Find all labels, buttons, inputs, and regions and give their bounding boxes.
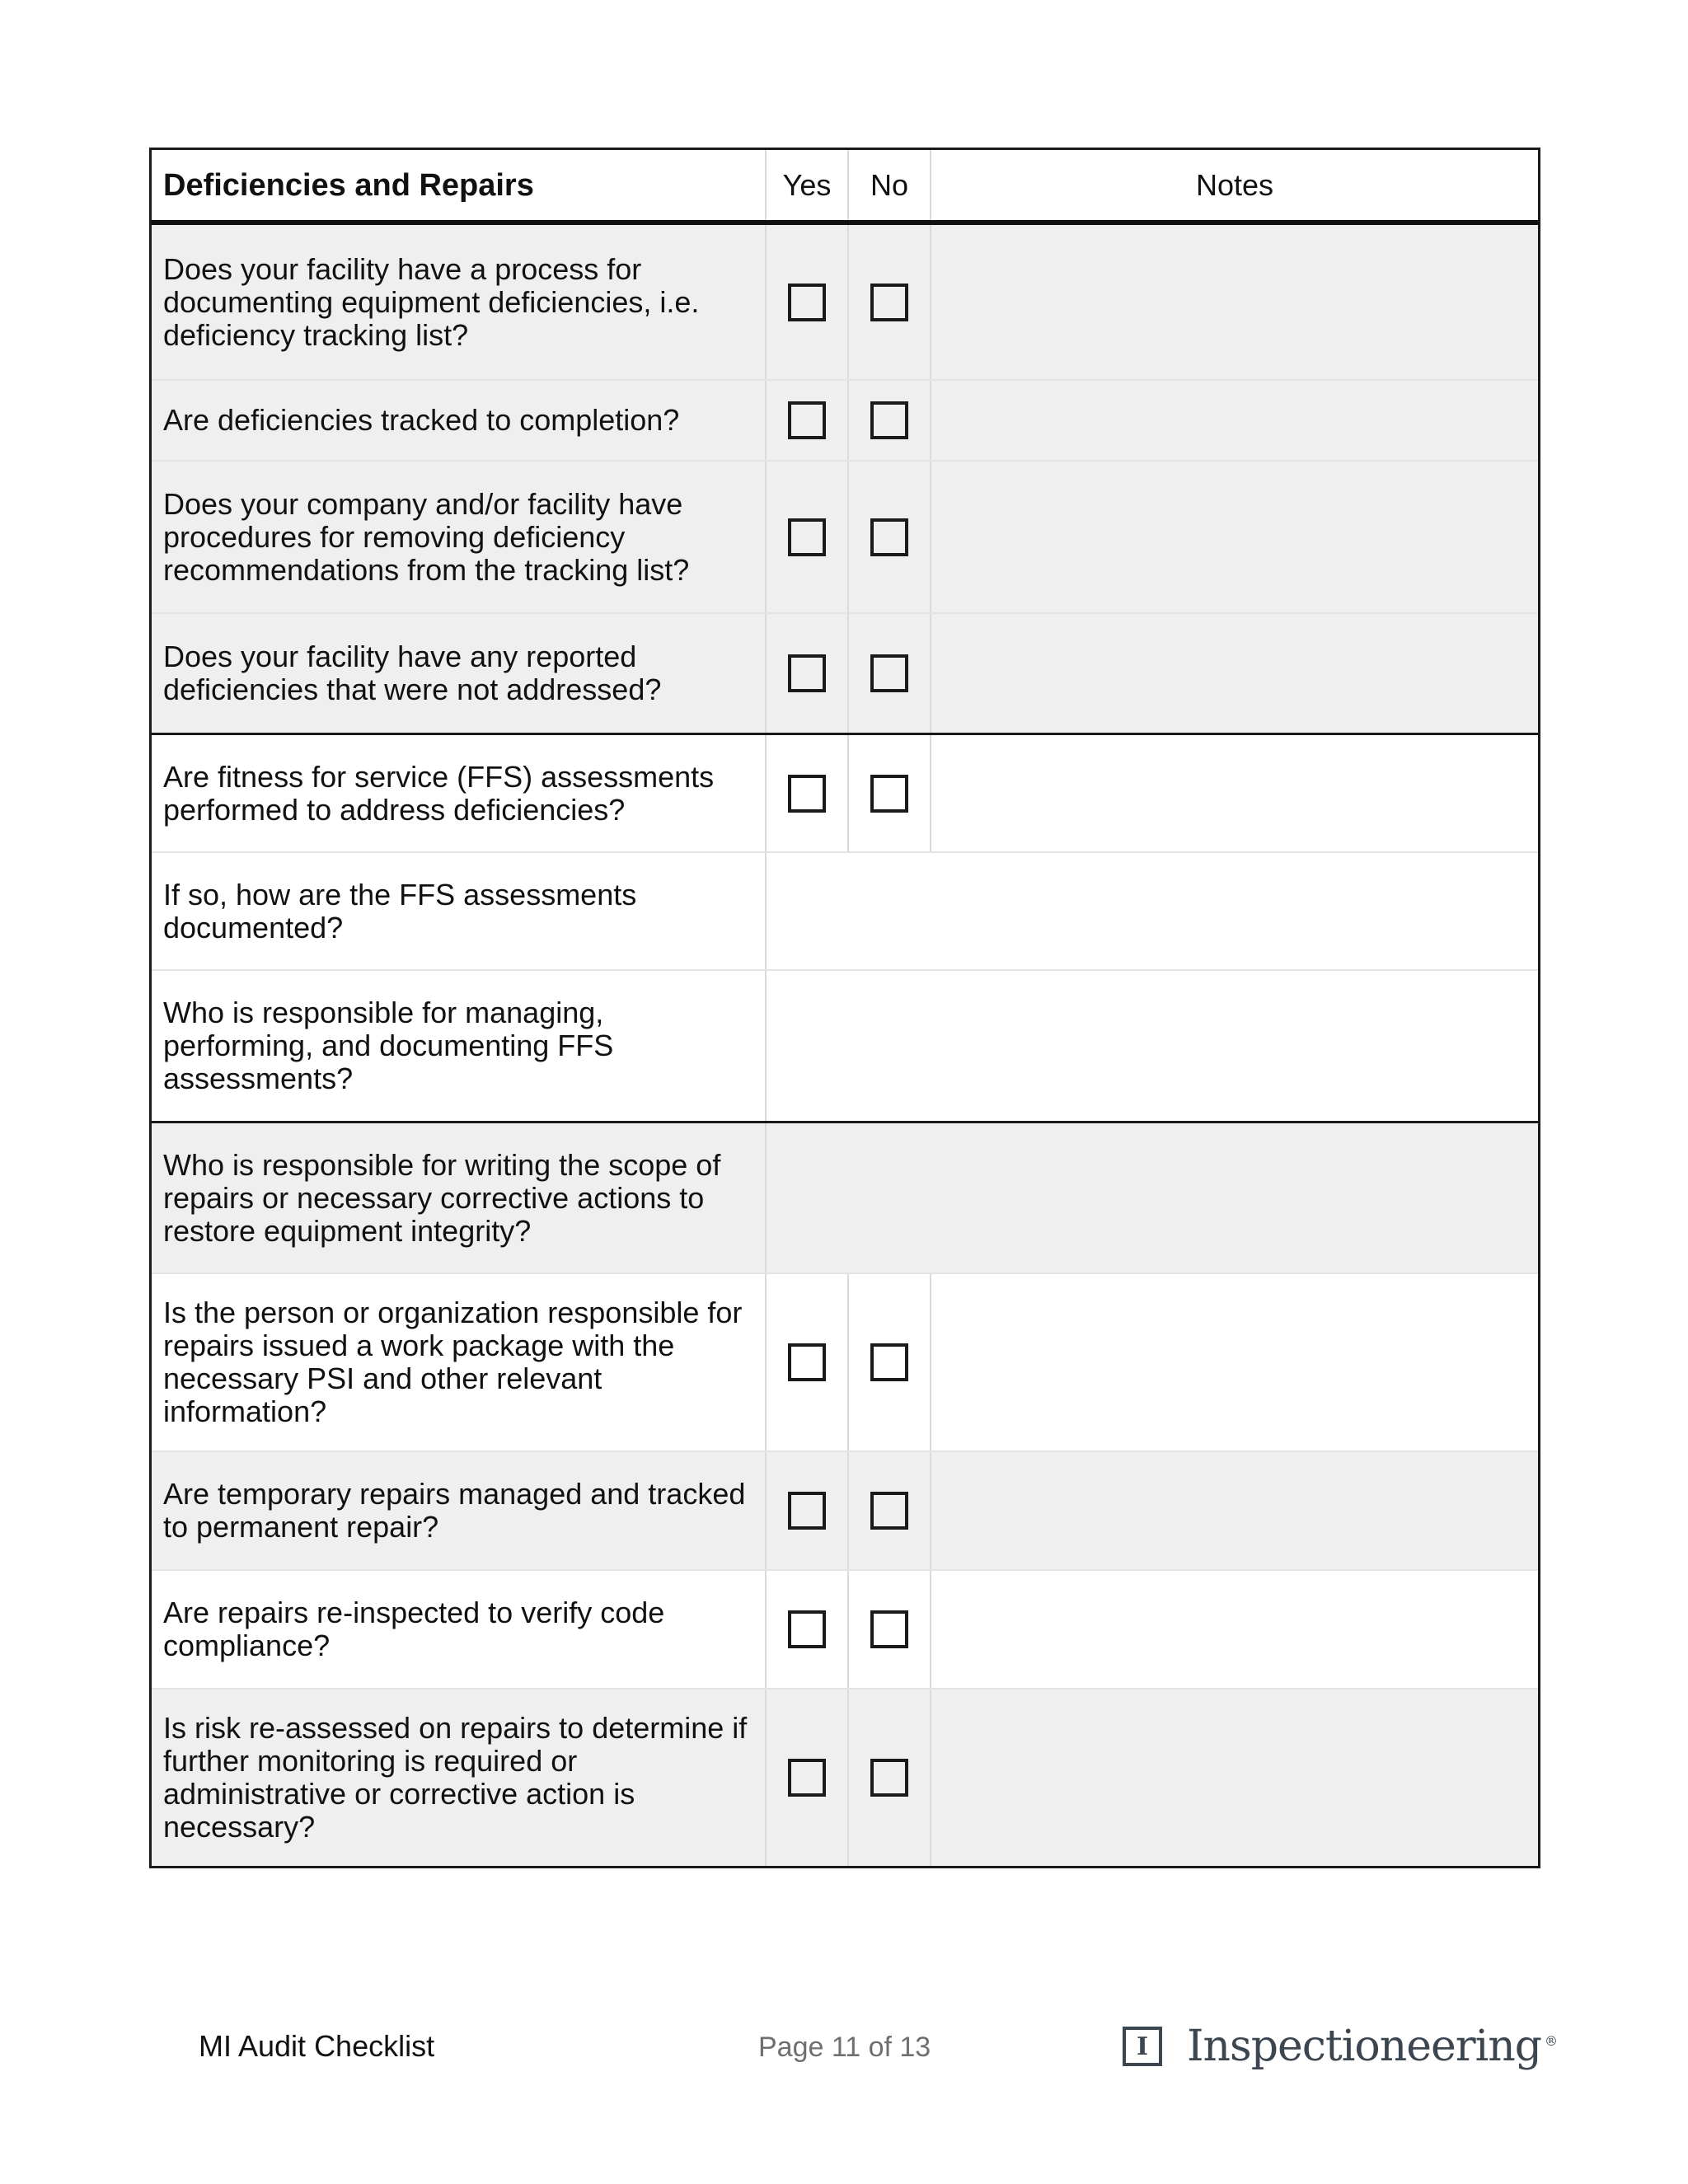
no-column-header: No [847, 150, 930, 220]
no-cell [847, 1452, 930, 1569]
document-title: MI Audit Checklist [199, 2029, 435, 2063]
notes-field[interactable] [930, 462, 1538, 612]
yes-cell [765, 735, 847, 851]
no-cell [847, 1274, 930, 1451]
logo-text: Inspectioneering [1187, 2022, 1542, 2071]
yes-checkbox[interactable] [788, 1759, 826, 1797]
notes-field[interactable] [930, 1274, 1538, 1451]
notes-field[interactable] [930, 1690, 1538, 1866]
table-header [152, 150, 1538, 225]
no-cell [847, 1571, 930, 1688]
section-title: Deficiencies and Repairs [163, 167, 534, 203]
question-text: Does your facility have a process for documenting equipment deficiencies, i.e. deficiency tracking list? [163, 251, 700, 352]
table-row [152, 1451, 1538, 1569]
no-checkbox[interactable] [870, 775, 908, 813]
yes-checkbox[interactable] [788, 654, 826, 692]
no-checkbox[interactable] [870, 1759, 908, 1797]
table-row [152, 1121, 1538, 1272]
no-cell [847, 225, 930, 379]
question-text: Who is responsible for managing, performing, and documenting FFS assessments? [163, 996, 614, 1095]
question-text: Is risk re-assessed on repairs to determine if further monitoring is required or administrative or corrective action is necessary? [163, 1711, 748, 1844]
notes-field[interactable] [930, 225, 1538, 379]
page-number: Page 11 of 13 [758, 2032, 931, 2063]
yes-checkbox[interactable] [788, 401, 826, 439]
yes-checkbox[interactable] [788, 284, 826, 321]
no-checkbox[interactable] [870, 1492, 908, 1530]
registered-mark: ® [1545, 2032, 1558, 2049]
question-text: Are deficiencies tracked to completion? [163, 403, 680, 437]
notes-field[interactable] [930, 381, 1538, 460]
no-cell [847, 462, 930, 612]
yes-cell [765, 381, 847, 460]
question-text: Is the person or organization responsible for repairs issued a work package with the necessary PSI and other relevant information? [163, 1296, 743, 1428]
question-text: Are fitness for service (FFS) assessments performed to address deficiencies? [163, 759, 715, 827]
logo-mark-icon: I [1123, 2027, 1162, 2066]
question-text: Who is responsible for writing the scope of repairs or necessary corrective actions to restore equipment integrity? [163, 1147, 721, 1248]
table-row [152, 851, 1538, 969]
no-cell [847, 614, 930, 733]
yes-checkbox[interactable] [788, 1343, 826, 1381]
no-cell [847, 735, 930, 851]
yes-checkbox[interactable] [788, 1492, 826, 1530]
no-cell [847, 1690, 930, 1866]
table-row [152, 612, 1538, 733]
answer-field[interactable] [765, 853, 1538, 969]
yes-cell [765, 1274, 847, 1451]
question-text: If so, how are the FFS assessments documented? [163, 877, 637, 944]
no-checkbox[interactable] [870, 284, 908, 321]
table-row [152, 1569, 1538, 1688]
question-text: Are repairs re-inspected to verify code compliance? [163, 1596, 665, 1662]
table-row [152, 460, 1538, 612]
notes-field[interactable] [930, 1452, 1538, 1569]
logo-wordmark [1187, 2022, 1557, 2071]
inspectioneering-logo [1123, 2022, 1557, 2071]
notes-column-header: Notes [930, 150, 1538, 220]
notes-field[interactable] [930, 614, 1538, 733]
no-cell [847, 381, 930, 460]
notes-field[interactable] [930, 735, 1538, 851]
notes-field[interactable] [930, 1571, 1538, 1688]
table-row [152, 733, 1538, 851]
no-checkbox[interactable] [870, 654, 908, 692]
table-row [152, 225, 1538, 379]
yes-cell [765, 225, 847, 379]
question-text: Are temporary repairs managed and tracked to permanent repair? [163, 1477, 746, 1544]
question-text: Does your facility have any reported deficiencies that were not addressed? [163, 640, 662, 706]
yes-cell [765, 1690, 847, 1866]
no-checkbox[interactable] [870, 518, 908, 556]
yes-checkbox[interactable] [788, 775, 826, 813]
yes-checkbox[interactable] [788, 1610, 826, 1648]
yes-cell [765, 462, 847, 612]
table-row [152, 1272, 1538, 1451]
yes-cell [765, 1452, 847, 1569]
yes-column-header: Yes [765, 150, 847, 220]
no-checkbox[interactable] [870, 401, 908, 439]
answer-field[interactable] [765, 1123, 1538, 1272]
yes-cell [765, 1571, 847, 1688]
question-text: Does your company and/or facility have procedures for removing deficiency recommendations from the tracking list? [163, 486, 690, 587]
table-row [152, 379, 1538, 460]
no-checkbox[interactable] [870, 1343, 908, 1381]
answer-field[interactable] [765, 971, 1538, 1121]
checklist-table [149, 148, 1540, 1868]
table-row [152, 1688, 1538, 1866]
table-row [152, 969, 1538, 1121]
yes-checkbox[interactable] [788, 518, 826, 556]
no-checkbox[interactable] [870, 1610, 908, 1648]
yes-cell [765, 614, 847, 733]
